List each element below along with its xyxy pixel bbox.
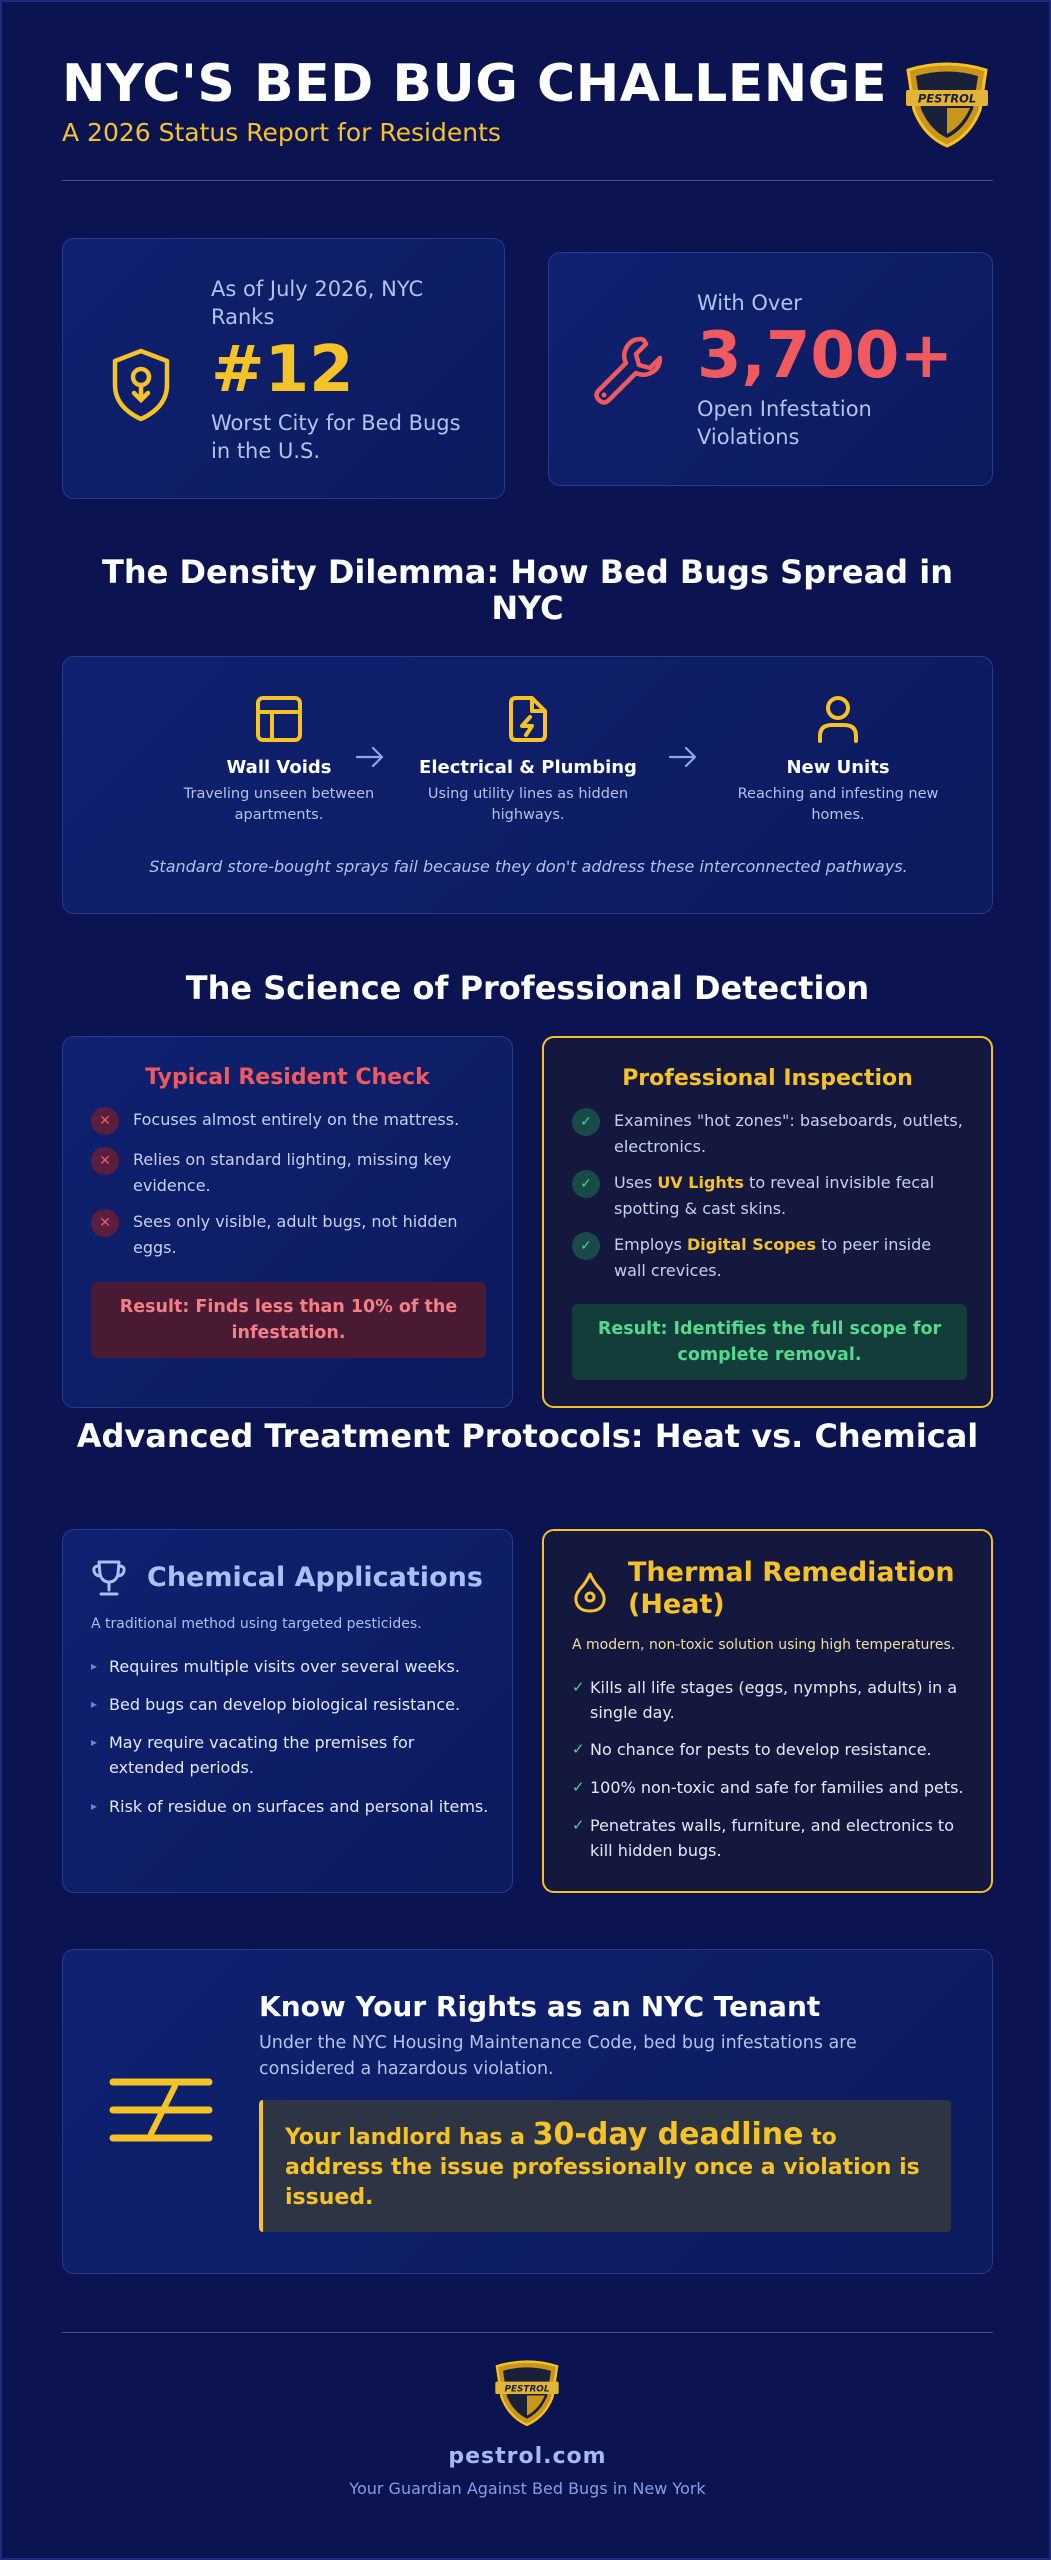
resident-check-heading: Typical Resident Check — [145, 1065, 430, 1090]
bullet-icon: ▸ — [91, 1735, 98, 1749]
rank-post-text: Worst City for Bed Bugs in the U.S. — [211, 411, 461, 463]
user-icon — [812, 693, 864, 745]
footer-tagline: Your Guardian Against Bed Bugs in New York — [349, 2479, 706, 2498]
thermal-heading: Thermal Remediation (Heat) — [628, 1557, 955, 1620]
rank-stat-card — [62, 238, 505, 499]
professional-inspection-card — [542, 1036, 993, 1408]
professional-inspection-heading: Professional Inspection — [622, 1066, 913, 1091]
list-item: ✕ Focuses almost entirely on the mattress. — [91, 1107, 486, 1135]
power-plug-icon — [502, 693, 554, 745]
check-icon: ✓ — [572, 1170, 600, 1198]
rights-title: Know Your Rights as an NYC Tenant — [259, 1990, 821, 2023]
chemical-applications-card — [62, 1529, 513, 1893]
bullet-icon: ▸ — [91, 1697, 98, 1711]
layout-icon — [253, 693, 305, 745]
rank-pre-text: As of July 2026, NYC Ranks — [211, 277, 424, 329]
x-icon: ✕ — [91, 1209, 119, 1237]
x-icon: ✕ — [91, 1147, 119, 1175]
check-icon: ✓ — [572, 1816, 585, 1834]
shield-pin-icon — [109, 347, 173, 423]
arrow-right-icon — [668, 745, 698, 769]
list-item: ▸ May require vacating the premises for extended periods. — [91, 1730, 491, 1780]
trophy-icon — [91, 1558, 127, 1598]
footer-url-link[interactable]: pestrol.com — [448, 2444, 607, 2469]
flame-drop-icon — [572, 1571, 608, 1613]
thermal-subtitle: A modern, non-toxic solution using high temperatures. — [572, 1637, 956, 1653]
flow-note: Standard store-bought sprays fail because they don't address these interconnected pathways. — [149, 857, 908, 876]
gavel-lines-icon — [109, 2074, 213, 2146]
tenant-rights-card — [62, 1949, 993, 2274]
flow-step-title: Wall Voids — [226, 757, 332, 778]
rights-text: Under the NYC Housing Maintenance Code, bed bug infestations are considered a hazardous violation. — [259, 2033, 857, 2079]
deadline-highlight: 30-day deadline — [532, 2117, 804, 2152]
treatment-section-title: Advanced Treatment Protocols: Heat vs. Chemical — [76, 1417, 979, 1455]
digital-scopes-highlight: Digital Scopes — [686, 1235, 817, 1254]
uv-lights-highlight: UV Lights — [657, 1173, 744, 1192]
resident-result-box: Result: Finds less than 10% of the infestation. — [91, 1282, 486, 1358]
check-icon: ✓ — [572, 1740, 585, 1758]
list-item: ✕ Sees only visible, adult bugs, not hidden eggs. — [91, 1209, 486, 1261]
density-section-title: The Density Dilemma: How Bed Bugs Spread in NYC — [102, 553, 953, 627]
list-item: ✓ No chance for pests to develop resistance. — [572, 1737, 972, 1762]
list-item: ✓ Penetrates walls, furniture, and electronics to kill hidden bugs. — [572, 1813, 972, 1863]
logo-text: PESTROL — [504, 2384, 550, 2395]
footer-divider — [62, 2332, 993, 2333]
flow-step-electrical-plumbing — [413, 693, 643, 826]
detection-section-title: The Science of Professional Detection — [185, 969, 870, 1007]
list-item: ✓ Kills all life stages (eggs, nymphs, adults) in a single day. — [572, 1675, 972, 1725]
arrow-right-icon — [355, 745, 385, 769]
list-item: ▸ Requires multiple visits over several weeks. — [91, 1654, 491, 1679]
wrench-icon — [589, 331, 667, 409]
list-item: ✓ Employs Digital Scopes to peer inside wall crevices. — [572, 1232, 967, 1284]
check-icon: ✓ — [572, 1778, 585, 1796]
x-icon: ✕ — [91, 1107, 119, 1135]
chemical-heading: Chemical Applications — [147, 1562, 483, 1593]
check-icon: ✓ — [572, 1678, 585, 1696]
list-item: ✕ Relies on standard lighting, missing key evidence. — [91, 1147, 486, 1199]
professional-result-box: Result: Identifies the full scope for complete removal. — [572, 1304, 967, 1380]
violations-stat-card — [548, 252, 993, 486]
list-item: ▸ Risk of residue on surfaces and personal items. — [91, 1794, 491, 1819]
list-item: ✓ Uses UV Lights to reveal invisible fecal spotting & cast skins. — [572, 1170, 967, 1222]
check-icon: ✓ — [572, 1232, 600, 1260]
resident-check-card — [62, 1036, 513, 1408]
page-title: NYC'S BED BUG CHALLENGE — [62, 54, 887, 114]
bullet-icon: ▸ — [91, 1799, 98, 1813]
flow-step-title: New Units — [786, 757, 890, 778]
deadline-callout: Your landlord has a 30-day deadline to address the issue professionally once a violation is issued. — [259, 2100, 951, 2232]
list-item: ▸ Bed bugs can develop biological resistance. — [91, 1692, 491, 1717]
bullet-icon: ▸ — [91, 1659, 98, 1673]
flow-step-new-units — [723, 693, 953, 826]
flow-step-desc: Reaching and infesting new homes. — [737, 786, 939, 823]
header-divider — [62, 180, 993, 181]
violations-pre-text: With Over — [697, 291, 802, 315]
list-item: ✓ Examines "hot zones": baseboards, outlets, electronics. — [572, 1108, 967, 1160]
check-icon: ✓ — [572, 1108, 600, 1136]
page-subtitle: A 2026 Status Report for Residents — [62, 118, 501, 147]
pestrol-shield-logo — [900, 62, 994, 150]
footer-shield-logo — [490, 2360, 564, 2428]
list-item: ✓ 100% non-toxic and safe for families and pets. — [572, 1775, 972, 1800]
spread-flow-panel — [62, 656, 993, 914]
logo-text: PESTROL — [917, 91, 977, 106]
flow-step-desc: Traveling unseen between apartments. — [183, 786, 375, 823]
rank-value: #12 — [211, 333, 354, 407]
flow-step-title: Electrical & Plumbing — [419, 757, 637, 778]
violations-post-text: Open Infestation Violations — [697, 397, 872, 449]
flow-step-desc: Using utility lines as hidden highways. — [427, 786, 629, 823]
violations-value: 3,700+ — [697, 319, 954, 393]
thermal-remediation-card — [542, 1529, 993, 1893]
chemical-subtitle: A traditional method using targeted pesticides. — [91, 1616, 422, 1632]
